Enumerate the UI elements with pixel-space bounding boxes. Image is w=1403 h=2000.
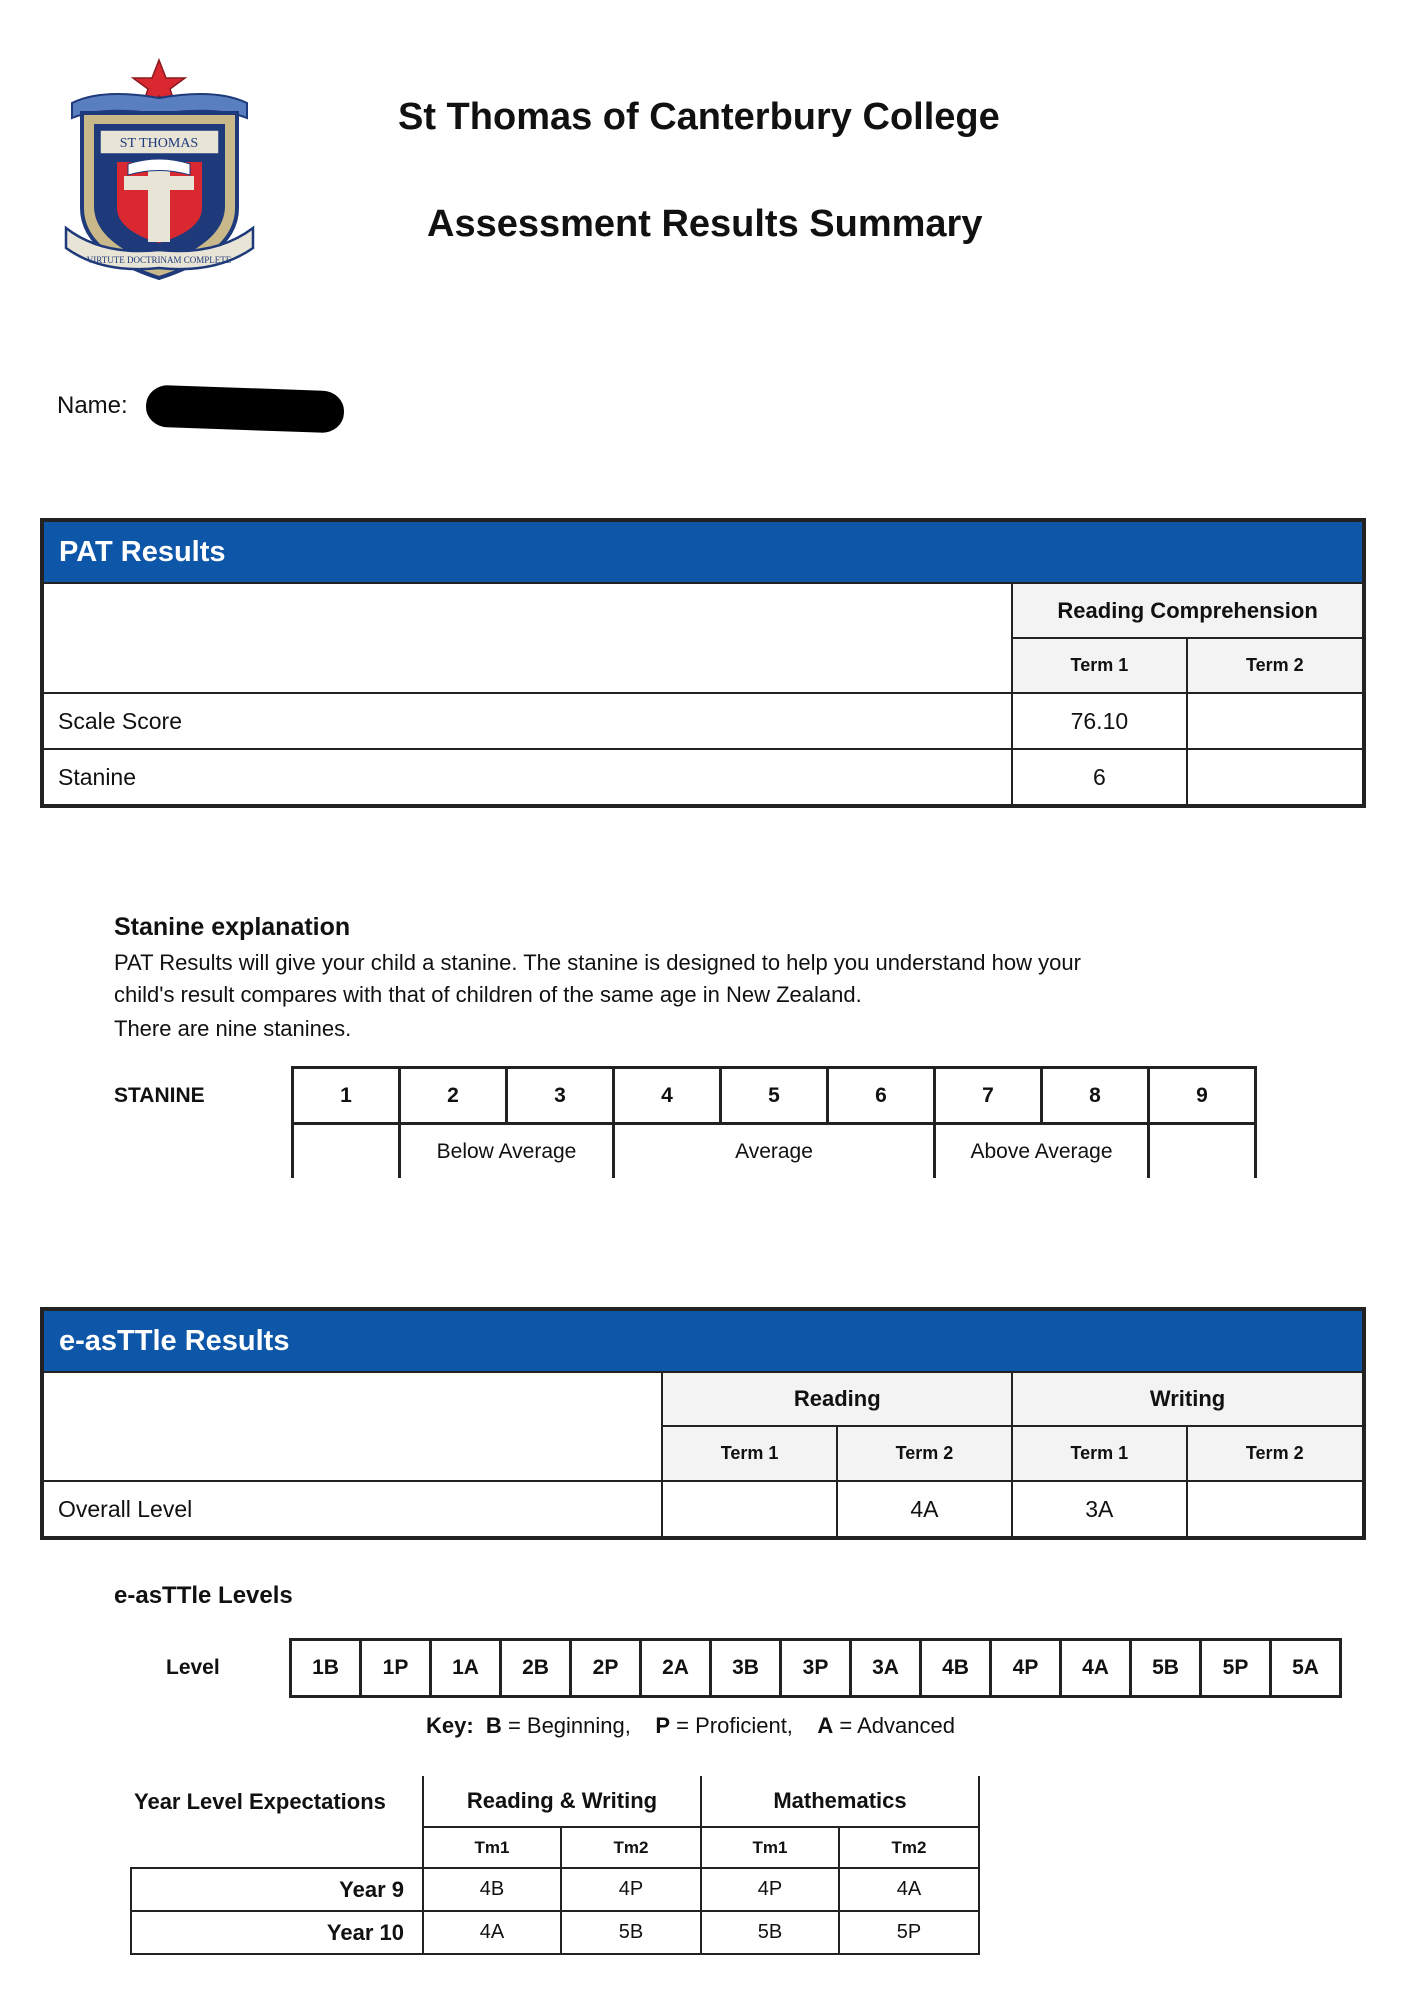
- math-tm2-value: 4A: [839, 1868, 979, 1911]
- level-cell: 1B: [291, 1640, 361, 1697]
- stanine-category: Average: [614, 1124, 935, 1179]
- stanine-number: 7: [935, 1068, 1042, 1124]
- easttle-blank-header: [43, 1372, 662, 1481]
- easttle-levels-title: e-asTTle Levels: [114, 1582, 293, 1609]
- rw-tm2-value: 4P: [561, 1868, 701, 1911]
- row-label: Stanine: [43, 749, 1012, 805]
- redacted-name: [145, 385, 344, 434]
- math-tm1-header: Tm1: [701, 1827, 839, 1868]
- school-name: St Thomas of Canterbury College: [398, 96, 1000, 138]
- level-cell: 5B: [1131, 1640, 1201, 1697]
- pat-results-title: PAT Results: [43, 521, 1363, 583]
- stanine-explanation-title: Stanine explanation: [114, 913, 351, 941]
- level-cell: 5P: [1201, 1640, 1271, 1697]
- pat-results-table: [42, 520, 1364, 806]
- yle-blank: [131, 1827, 423, 1868]
- rw-tm1-value: 4A: [423, 1911, 561, 1954]
- stanine-number: 1: [293, 1068, 400, 1124]
- key-a-text: = Advanced: [839, 1713, 955, 1738]
- stanine-category-empty: [293, 1124, 400, 1179]
- year-label: Year 9: [131, 1868, 423, 1911]
- reading-term1-value: [662, 1481, 836, 1537]
- year-level-expectations-title: Year Level Expectations: [134, 1788, 386, 1814]
- stanine-category-empty: [1149, 1124, 1256, 1179]
- reading-writing-header: Reading & Writing: [423, 1776, 701, 1827]
- key-p-text: = Proficient,: [676, 1713, 793, 1738]
- pat-results-section: [40, 518, 1366, 808]
- table-row: [43, 693, 1363, 749]
- easttle-results-title: e-asTTle Results: [43, 1310, 1363, 1372]
- mathematics-header: Mathematics: [701, 1776, 979, 1827]
- pat-blank-header: [43, 583, 1012, 693]
- svg-text:ST THOMAS: ST THOMAS: [119, 136, 199, 151]
- document-title: Assessment Results Summary: [427, 203, 983, 245]
- writing-term1-header: Term 1: [1012, 1426, 1186, 1481]
- level-cell: 3P: [781, 1640, 851, 1697]
- math-tm1-value: 5B: [701, 1911, 839, 1954]
- writing-header: Writing: [1012, 1372, 1363, 1426]
- easttle-results-section: [40, 1307, 1366, 1540]
- stanine-text-line: PAT Results will give your child a stanine. The stanine is designed to help you understand how your: [114, 950, 1081, 975]
- level-cell: 5A: [1271, 1640, 1341, 1697]
- pat-term2-header: Term 2: [1187, 638, 1363, 693]
- level-cell: 2B: [501, 1640, 571, 1697]
- reading-term2-header: Term 2: [837, 1426, 1012, 1481]
- stanine-number: 2: [400, 1068, 507, 1124]
- level-cell: 4P: [991, 1640, 1061, 1697]
- stanine-number: 5: [721, 1068, 828, 1124]
- key-b: B: [485, 1713, 502, 1738]
- reading-term2-value: 4A: [837, 1481, 1012, 1537]
- math-tm2-header: Tm2: [839, 1827, 979, 1868]
- level-label: Level: [166, 1656, 220, 1679]
- stanine-category: Below Average: [400, 1124, 614, 1179]
- level-cell: 4A: [1061, 1640, 1131, 1697]
- level-cell: 2P: [571, 1640, 641, 1697]
- reading-header: Reading: [662, 1372, 1012, 1426]
- math-tm2-value: 5P: [839, 1911, 979, 1954]
- stanine-number: 6: [828, 1068, 935, 1124]
- reading-comprehension-header: Reading Comprehension: [1012, 583, 1363, 638]
- writing-term2-value: [1187, 1481, 1364, 1537]
- level-cell: 2A: [641, 1640, 711, 1697]
- easttle-levels-table: [158, 1638, 1342, 1698]
- easttle-results-table: [42, 1309, 1364, 1538]
- math-tm1-value: 4P: [701, 1868, 839, 1911]
- table-row: [43, 1481, 1363, 1537]
- name-label: Name:: [57, 392, 128, 419]
- year-level-expectations-table: [130, 1776, 980, 1955]
- key-b-text: = Beginning,: [507, 1713, 631, 1738]
- rw-tm2-header: Tm2: [561, 1827, 701, 1868]
- stanine-blank: [114, 1124, 293, 1179]
- table-row: [43, 749, 1363, 805]
- year-label: Year 10: [131, 1911, 423, 1954]
- pat-term1-header: Term 1: [1012, 638, 1186, 693]
- stanine-term1: 6: [1012, 749, 1186, 805]
- key-a: A: [817, 1713, 834, 1738]
- stanine-label: STANINE: [114, 1083, 205, 1107]
- level-cell: 1P: [361, 1640, 431, 1697]
- svg-text:VIRTUTE DOCTRINAM COMPLETE: VIRTUTE DOCTRINAM COMPLETE: [86, 255, 232, 265]
- row-label: Scale Score: [43, 693, 1012, 749]
- key-p: P: [655, 1713, 671, 1738]
- levels-key: [426, 1713, 955, 1739]
- scale-score-term2: [1187, 693, 1363, 749]
- stanine-scale-table: [114, 1066, 1257, 1178]
- level-cell: 3A: [851, 1640, 921, 1697]
- reading-term1-header: Term 1: [662, 1426, 836, 1481]
- stanine-number: 9: [1149, 1068, 1256, 1124]
- rw-tm1-value: 4B: [423, 1868, 561, 1911]
- writing-term1-value: 3A: [1012, 1481, 1186, 1537]
- rw-tm1-header: Tm1: [423, 1827, 561, 1868]
- stanine-text-line: There are nine stanines.: [114, 1016, 352, 1041]
- level-cell: 1A: [431, 1640, 501, 1697]
- rw-tm2-value: 5B: [561, 1911, 701, 1954]
- table-row: [131, 1868, 979, 1911]
- stanine-term2: [1187, 749, 1363, 805]
- writing-term2-header: Term 2: [1187, 1426, 1364, 1481]
- school-crest-logo: [62, 58, 257, 286]
- stanine-text-line: child's result compares with that of children of the same age in New Zealand.: [114, 982, 862, 1007]
- scale-score-term1: 76.10: [1012, 693, 1186, 749]
- row-label: Overall Level: [43, 1481, 662, 1537]
- level-cell: 3B: [711, 1640, 781, 1697]
- stanine-number: 8: [1042, 1068, 1149, 1124]
- level-cell: 4B: [921, 1640, 991, 1697]
- stanine-number: 3: [507, 1068, 614, 1124]
- table-row: [131, 1911, 979, 1954]
- stanine-category: Above Average: [935, 1124, 1149, 1179]
- key-label: Key:: [426, 1713, 474, 1738]
- stanine-number: 4: [614, 1068, 721, 1124]
